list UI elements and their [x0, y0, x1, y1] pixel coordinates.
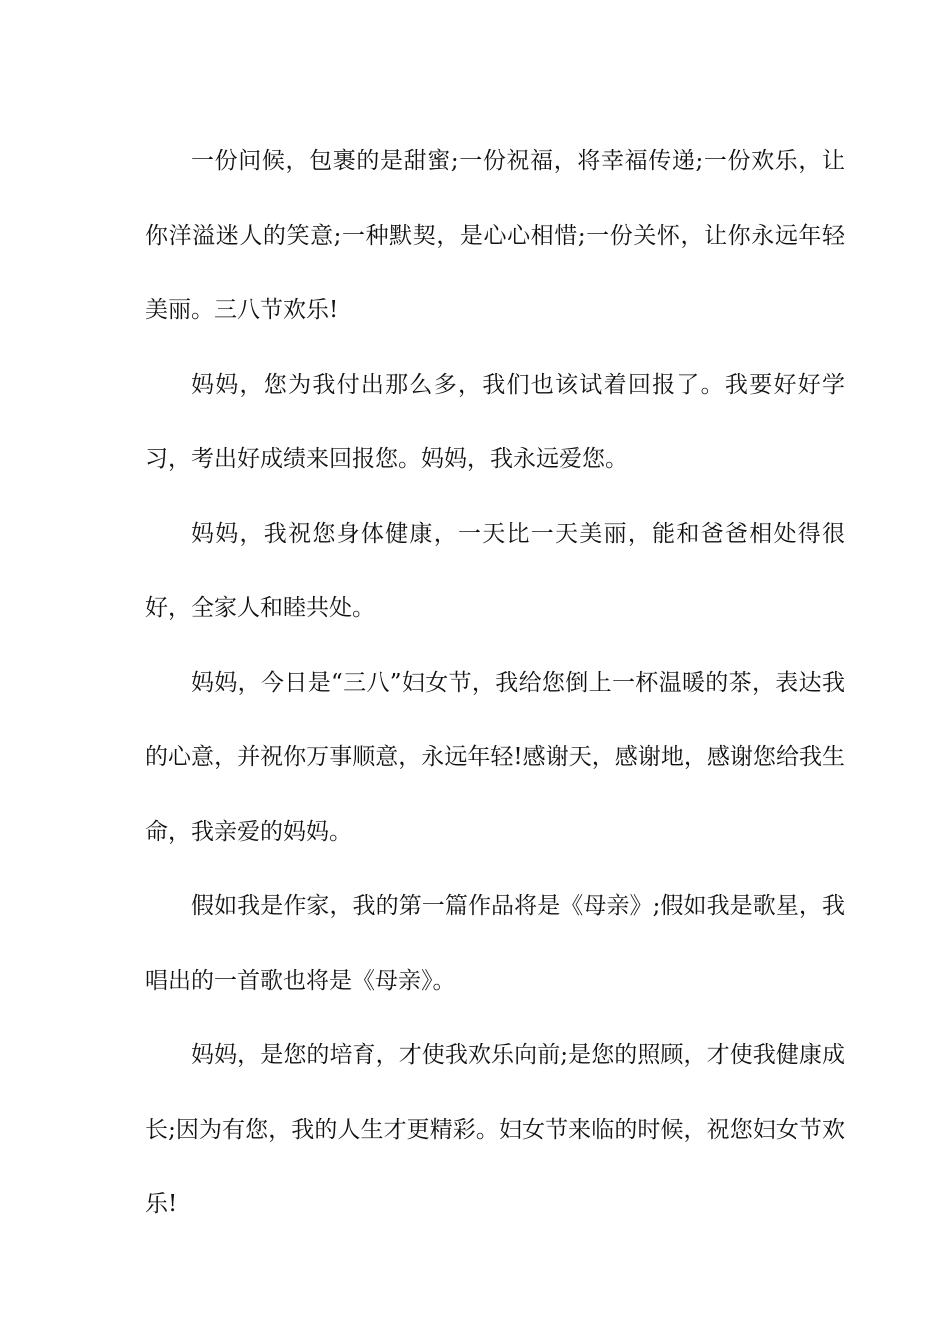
paragraph: 一份问候，包裹的是甜蜜;一份祝福，将幸福传递;一份欢乐，让你洋溢迷人的笑意;一种默契，是心心相惜;一份关怀，让你永远年轻美丽。三八节欢乐!: [145, 148, 845, 323]
document-body: [145, 124, 845, 1242]
paragraph: 妈妈，是您的培育，才使我欢乐向前;是您的照顾，才使我健康成长;因为有您，我的人生才更精彩。妇女节来临的时候，祝您妇女节欢乐!: [145, 1042, 845, 1217]
paragraph: 假如我是作家，我的第一篇作品将是《母亲》;假如我是歌星，我唱出的一首歌也将是《母亲》。: [145, 893, 845, 994]
paragraph: 妈妈，今日是“三八”妇女节，我给您倒上一杯温暖的茶，表达我的心意，并祝你万事顺意，永远年轻!感谢天，感谢地，感谢您给我生命，我亲爱的妈妈。: [145, 669, 845, 845]
paragraph: 妈妈，您为我付出那么多，我们也该试着回报了。我要好好学习，考出好成绩来回报您。妈妈，我永远爱您。: [145, 371, 845, 472]
paragraph: 妈妈，我祝您身体健康，一天比一天美丽，能和爸爸相处得很好，全家人和睦共处。: [145, 520, 845, 621]
